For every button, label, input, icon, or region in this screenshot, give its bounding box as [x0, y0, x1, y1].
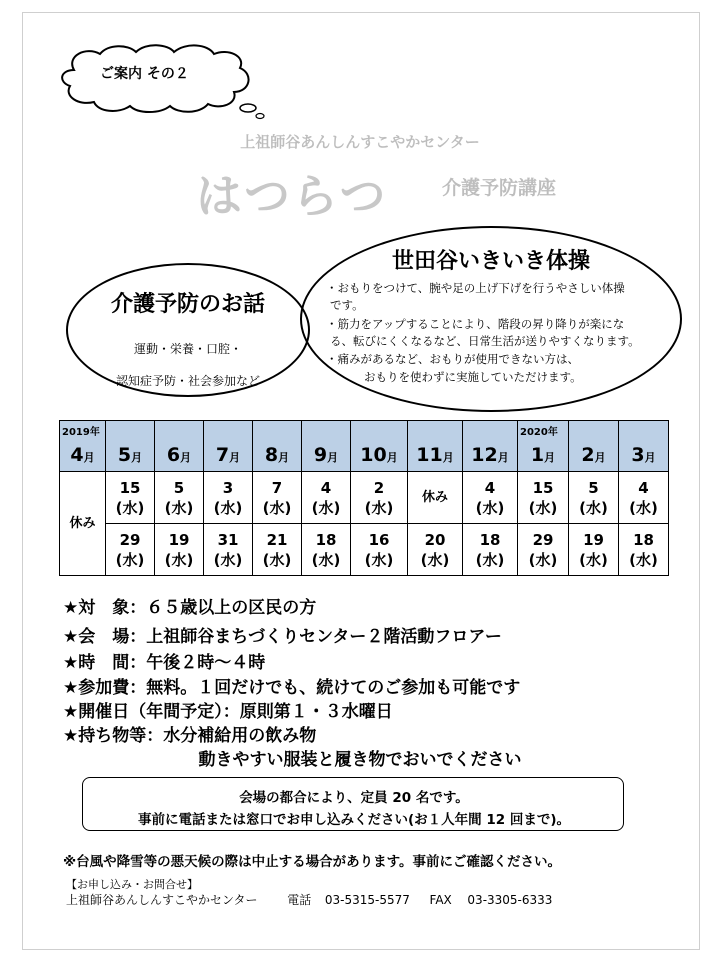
rest-cell: 休み [60, 472, 106, 576]
date-cell: 21 (水) [253, 524, 302, 576]
date-cell: 15 (水) [518, 472, 569, 524]
schedule-table [59, 420, 669, 576]
month-header [619, 421, 669, 472]
date-cell: 31 (水) [204, 524, 253, 576]
date-cell: 18 (水) [463, 524, 518, 576]
month-header [408, 421, 463, 472]
date-cell: 2 (水) [351, 472, 408, 524]
month-header [106, 421, 155, 472]
month-number: 7 [215, 444, 230, 466]
month-unit: 月 [442, 451, 454, 464]
exercise-line: ・おもりをつけて、腕や足の上げ下げを行うやさしい体操 [326, 281, 625, 295]
date-cell: 5 (水) [569, 472, 619, 524]
month-header [518, 421, 569, 472]
month-number: 5 [117, 444, 132, 466]
date-cell: 29 (水) [518, 524, 569, 576]
month-unit: 月 [83, 451, 95, 464]
exercise-line: ・筋力をアップすることにより、階段の昇り降りが楽にな [326, 317, 625, 331]
month-number: 9 [313, 444, 328, 466]
month-unit: 月 [327, 451, 339, 464]
first-session-row [60, 472, 669, 524]
exercise-line: おもりを使わずに実施していただけます。 [364, 370, 582, 384]
talk-line-1: 運動・栄養・口腔・ [133, 342, 242, 356]
month-unit: 月 [180, 451, 192, 464]
second-session-row [60, 524, 669, 576]
month-header [60, 421, 106, 472]
rest-cell: 休み [408, 472, 463, 524]
month-unit: 月 [594, 451, 606, 464]
info-dates: ★開催日（年間予定）：原則第１・３水曜日 [63, 702, 393, 722]
month-unit: 月 [644, 451, 656, 464]
contact-label: 【お申し込み・お問合せ】 [66, 878, 198, 891]
center-name: 上祖師谷あんしんすこやかセンター [240, 133, 480, 151]
exercise-line: ・痛みがあるなど、おもりが使用できない方は、 [326, 352, 579, 366]
date-cell: 5 (水) [155, 472, 204, 524]
date-cell: 15 (水) [106, 472, 155, 524]
month-header [155, 421, 204, 472]
month-header-row [60, 421, 669, 472]
exercise-line: る、転びにくくなるなど、日常生活が送りやすくなります。 [330, 334, 640, 348]
month-number: 4 [70, 444, 84, 466]
weather-note: ※台風や降雪等の悪天候の際は中止する場合があります。事前にご確認ください。 [63, 854, 562, 870]
month-unit: 月 [544, 451, 556, 464]
date-cell: 4 (水) [302, 472, 351, 524]
contact-line [66, 891, 552, 908]
month-header [302, 421, 351, 472]
date-cell: 18 (水) [302, 524, 351, 576]
month-header [253, 421, 302, 472]
date-cell: 18 (水) [619, 524, 669, 576]
month-unit: 月 [497, 451, 509, 464]
contact-org: 上祖師谷あんしんすこやかセンター [66, 893, 258, 907]
page-title: はつらつ [196, 169, 388, 223]
date-cell: 4 (水) [619, 472, 669, 524]
info-wear: 動きやすい服装と履き物でおいでください [198, 750, 522, 770]
phone-label: 電話 [287, 893, 312, 907]
info-items: ★持ち物等：水分補給用の飲み物 [63, 726, 317, 746]
info-time: ★時 間：午後２時～４時 [63, 653, 266, 673]
date-cell: 3 (水) [204, 472, 253, 524]
year-label: 2019年 [62, 427, 100, 438]
guide-label: ご案内 その２ [100, 66, 189, 82]
info-fee: ★参加費：無料。１回だけでも、続けてのご参加も可能です [63, 678, 521, 698]
course-label: 介護予防講座 [442, 177, 557, 199]
month-header [351, 421, 408, 472]
exercise-line: です。 [330, 298, 364, 312]
month-unit: 月 [229, 451, 241, 464]
talk-line-2: 認知症予防・社会参加など [115, 374, 260, 388]
date-cell: 20 (水) [408, 524, 463, 576]
talk-title: 介護予防のお話 [110, 292, 265, 317]
month-unit: 月 [131, 451, 143, 464]
month-number: 12 [471, 444, 498, 466]
fax-label: FAX [429, 893, 452, 907]
month-number: 3 [631, 444, 645, 466]
exercise-title: 世田谷いきいき体操 [391, 249, 590, 274]
month-number: 8 [264, 444, 279, 466]
year-label: 2020年 [520, 427, 558, 438]
notice-line-2: 事前に電話または窓口でお申し込みください(お１人年間 12 回まで)。 [137, 812, 571, 828]
date-cell: 19 (水) [155, 524, 204, 576]
month-number: 10 [360, 444, 387, 466]
month-header [204, 421, 253, 472]
month-header [569, 421, 619, 472]
month-number: 2 [581, 444, 595, 466]
notice-line-1: 会場の都合により、定員 20 名です。 [239, 790, 469, 806]
month-unit: 月 [386, 451, 398, 464]
date-cell: 7 (水) [253, 472, 302, 524]
date-cell: 16 (水) [351, 524, 408, 576]
phone-number: 03-5315-5577 [324, 893, 410, 907]
info-target: ★対 象：６５歳以上の区民の方 [63, 598, 317, 618]
date-cell: 19 (水) [569, 524, 619, 576]
month-number: 11 [416, 444, 443, 466]
month-header [463, 421, 518, 472]
month-number: 6 [166, 444, 181, 466]
date-cell: 4 (水) [463, 472, 518, 524]
fax-number: 03-3305-6333 [467, 893, 553, 907]
date-cell: 29 (水) [106, 524, 155, 576]
info-venue: ★会 場：上祖師谷まちづくりセンター２階活動フロアー [63, 627, 502, 647]
month-number: 1 [530, 444, 545, 466]
month-unit: 月 [278, 451, 290, 464]
